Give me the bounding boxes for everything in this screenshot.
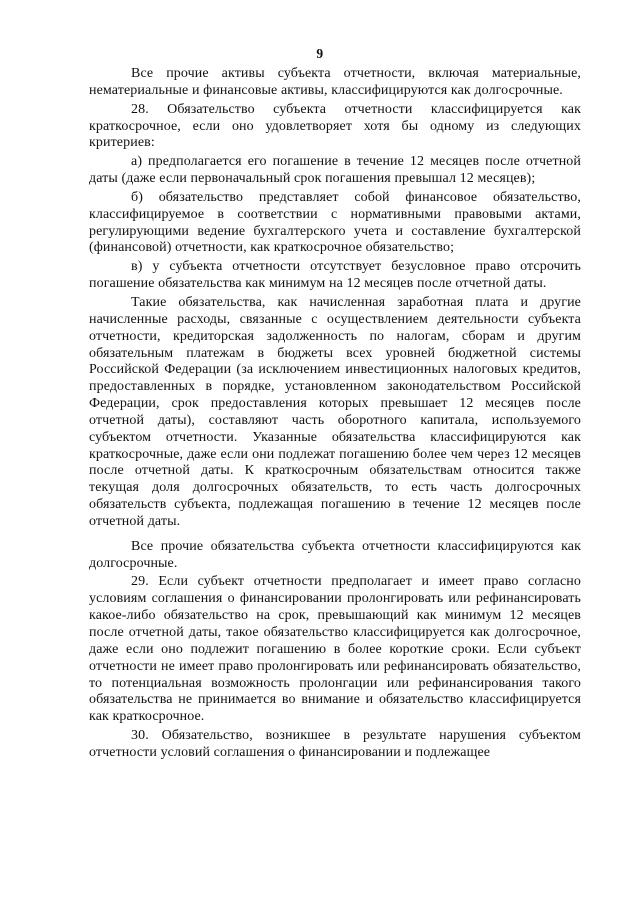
paragraph-28: 28. Обязательство субъекта отчетности классифицируется как краткосрочное, если оно удовлетворяет хотя бы одному из следующих критериев: [89,101,581,151]
document-body [89,66,581,762]
paragraph-criterion-a: а) предполагается его погашение в течение 12 месяцев после отчетной даты (даже если первоначальный срок погашения превышал 12 месяцев); [89,154,581,187]
paragraph-other-liabilities: Все прочие обязательства субъекта отчетности классифицируются как долгосрочные. [89,538,581,571]
paragraph-criterion-b: б) обязательство представляет собой финансовое обязательство, классифицируемое в соответствии с нормативными правовыми актами, регулирующими ведение бухгалтерского учета и составление бухгалтерской (финансовой) отчетности, как краткосрочное обязательство; [89,189,581,256]
page-number: 9 [316,46,324,61]
paragraph-short-term-examples: Такие обязательства, как начисленная заработная плата и другие начисленные расходы, связанные с осуществлением деятельности субъекта отчетности, кредиторская задолженность по налогам, сборам и другим обязательным платежам в бюджеты всех уровней бюджетной системы Российской Федерации (за исключением инвестиционных налоговых кредитов, предоставленных в порядке, установленном законодательством Российской Федерации, срок предоставления которых превышает 12 месяцев после отчетной даты), составляют часть оборотного капитала, используемого субъектом отчетности. Указанные обязательства классифицируются как краткосрочные, даже если они подлежат погашению более чем через 12 месяцев после отчетной даты. К краткосрочным обязательствам относится также текущая доля долгосрочных обязательств, то есть часть долгосрочных обязательств субъекта, подлежащая погашению в течение 12 месяцев после отчетной даты. [89,294,581,529]
paragraph-30: 30. Обязательство, возникшее в результате нарушения субъектом отчетности условий соглашения о финансировании и подлежащее [89,728,581,760]
paragraph-criterion-c: в) у субъекта отчетности отсутствует безусловное право отсрочить погашение обязательства как минимум на 12 месяцев после отчетной даты. [89,259,581,292]
paragraph-other-assets: Все прочие активы субъекта отчетности, включая материальные, нематериальные и финансовые активы, классифицируются как долгосрочные. [89,66,581,98]
paragraph-29: 29. Если субъект отчетности предполагает и имеет право согласно условиям соглашения о финансировании пролонгировать или рефинансировать какое-либо обязательство на срок, превышающий как минимум 12 месяцев после отчетной даты, такое обязательство классифицируется как долгосрочное, даже если оно подлежит погашению в более короткие сроки. Если субъект отчетности не имеет право пролонгировать или рефинансировать обязательство, то потенциальная возможность пролонгации или рефинансирования такого обязательства не принимается во внимание и обязательство классифицируется как краткосрочное. [89,574,581,725]
